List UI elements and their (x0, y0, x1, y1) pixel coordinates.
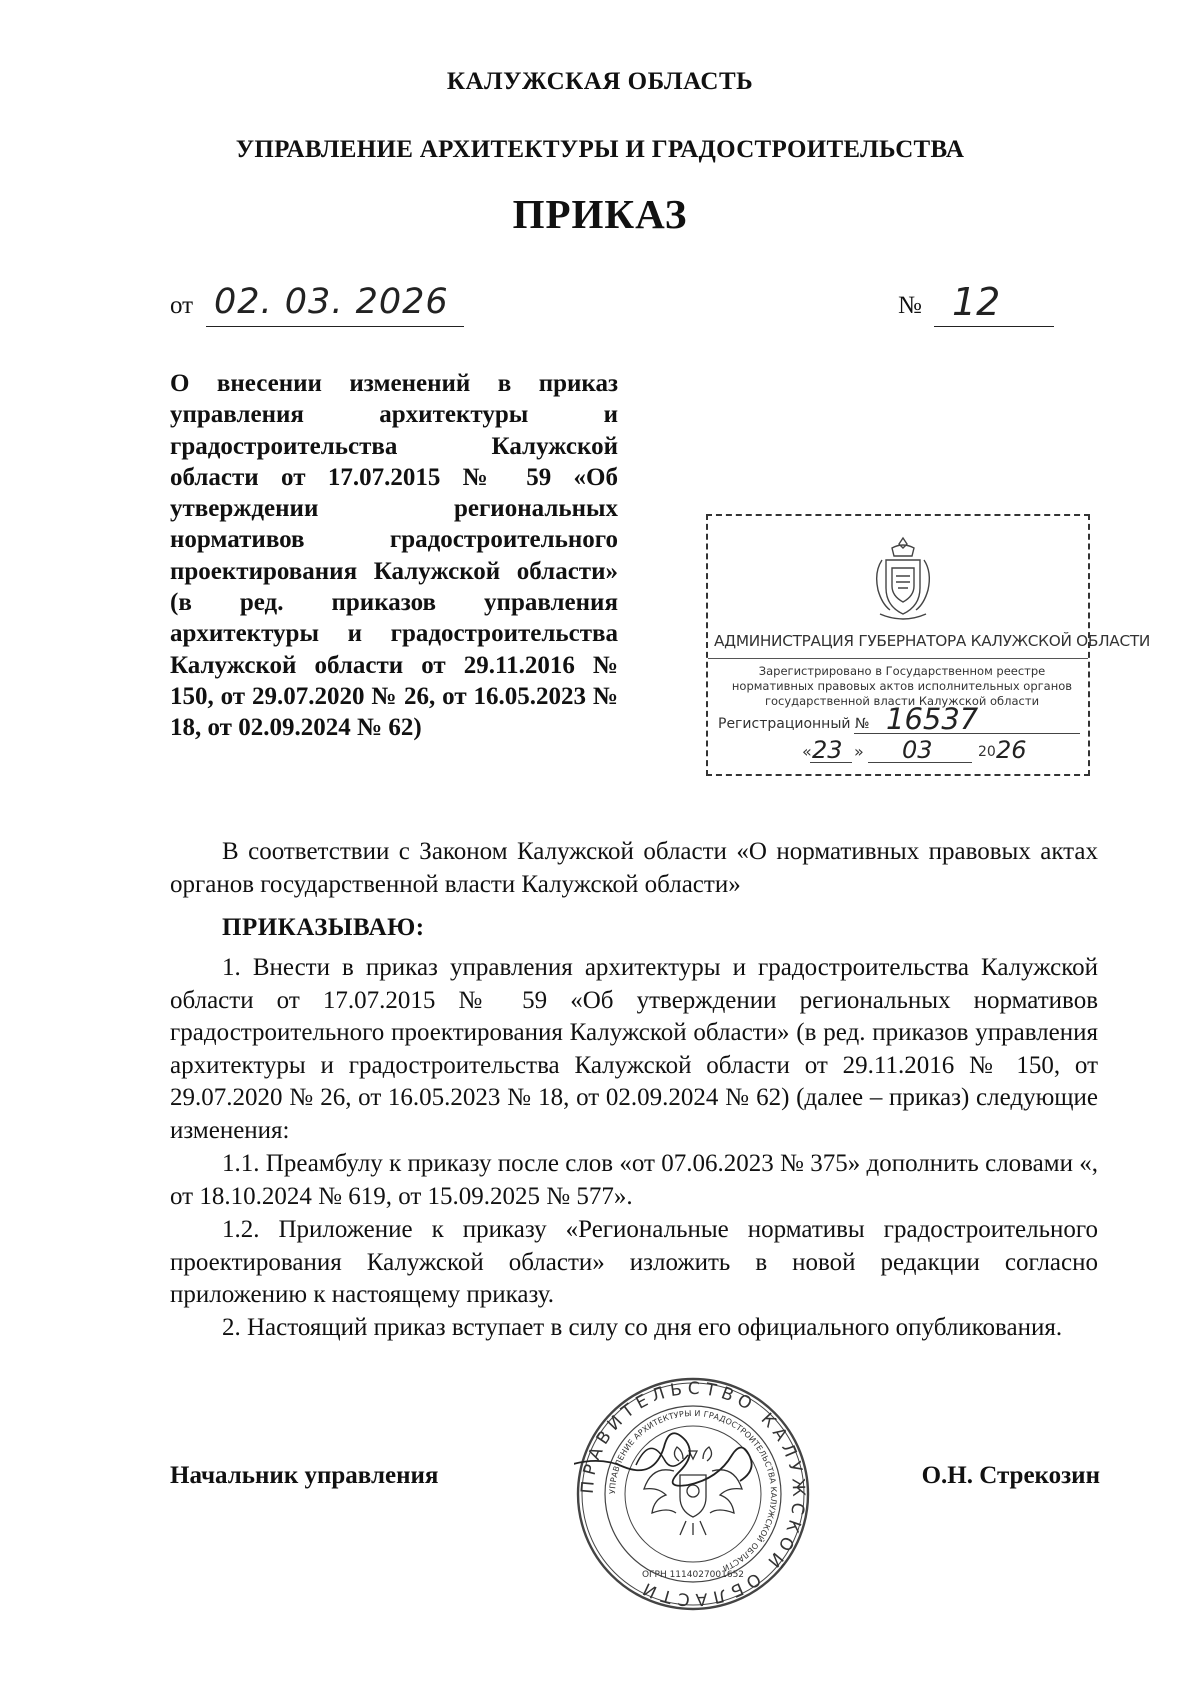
document-type-heading: ПРИКАЗ (512, 191, 688, 237)
stamp-date-day: 23 (812, 736, 843, 764)
signatory-name: О.Н. Стрекозин (921, 1462, 1100, 1489)
region-heading: КАЛУЖСКАЯ ОБЛАСТЬ (446, 68, 754, 95)
order-title: О внесении изменений в приказ управления архитектуры и градостроительства Калужской области от 17.07.2015 № 59 «Об утверждении региональных нормативов градостроительного проектирования Калужской области» (в ред. приказов управления архитектуры и градостроительства Калужской области от 29.11.2016 № 150, от 29.07.2020 № 26, от 16.05.2023 № 18, от 02.09.2024 № 62) (170, 370, 618, 742)
seal-ogrn-text: ОГРН 1114027001652 (641, 1570, 745, 1580)
stamp-registration-text: Зарегистрировано в Государственном реестре нормативных правовых актов исполнительных органов государственной власти Калужской области (731, 664, 1073, 708)
stamp-authority-title: АДМИНИСТРАЦИЯ ГУБЕРНАТОРА КАЛУЖСКОЙ ОБЛАСТИ (714, 632, 1151, 650)
paragraph-1-2: 1.2. Приложение к приказу «Региональные нормативы градостроительного проектирования Калужской области» изложить в новой редакции согласно приложению к настоящему приказу. (170, 1216, 1098, 1309)
number-prefix: № (898, 292, 922, 319)
seal-inner-text: УПРАВЛЕНИЕ АРХИТЕКТУРЫ И ГРАДОСТРОИТЕЛЬСТВА КАЛУЖСКОЙ ОБЛАСТИ (607, 1408, 779, 1573)
stamp-date-year-prefix: 20 (978, 744, 996, 760)
stamp-date-year-suffix: 26 (996, 736, 1027, 764)
svg-text:УПРАВЛЕНИЕ АРХИТЕКТУРЫ И ГРАДО (608, 1409, 778, 1573)
date-value: 02. 03. 2026 (214, 282, 449, 322)
preamble-paragraph: В соответствии с Законом Калужской области «О нормативных правовых актах органов государственной власти Калужской области» (170, 838, 1098, 898)
paragraph-1: 1. Внести в приказ управления архитектуры и градостроительства Калужской области от 17.07.2015 № 59 «Об утверждении региональных нормативов градостроительного проектирования Калужской области» (в ред. приказов управления архитектуры и градостроительства Калужской области от 29.11.2016 № 150, от 29.07.2020 № 26, от 16.05.2023 № 18, от 02.09.2024 № 62) (далее – приказ) следующие изменения: (170, 954, 1098, 1144)
stamp-date-quote-close: » (854, 742, 864, 761)
paragraph-2: 2. Настоящий приказ вступает в силу со дня его официального опубликования. (222, 1314, 1063, 1341)
seal-outer-text: ПРАВИТЕЛЬСТВО КАЛУЖСКОЙ ОБЛАСТИ (577, 1378, 809, 1610)
stamp-day-underline (810, 762, 852, 763)
number-underline (934, 326, 1054, 327)
number-value: 12 (952, 280, 1001, 324)
stamp-date-month: 03 (902, 736, 933, 764)
stamp-date-quote: « (802, 742, 812, 761)
signatory-position: Начальник управления (170, 1462, 439, 1489)
stamp-month-underline (868, 762, 972, 763)
date-prefix: от (170, 292, 194, 319)
coat-of-arms-icon (870, 534, 936, 626)
official-seal-icon (574, 1375, 812, 1613)
registration-stamp (706, 514, 1151, 776)
stamp-reg-number: 16537 (886, 702, 979, 736)
stamp-reg-label: Регистрационный № (718, 716, 870, 732)
paragraph-1-1: 1.1. Преамбулу к приказу после слов «от 07.06.2023 № 375» дополнить словами «, от 18.10.2024 № 619, от 15.09.2025 № 577». (170, 1150, 1098, 1210)
stamp-divider (708, 658, 1088, 659)
date-underline (206, 326, 464, 327)
order-word: ПРИКАЗЫВАЮ: (222, 914, 425, 941)
department-heading: УПРАВЛЕНИЕ АРХИТЕКТУРЫ И ГРАДОСТРОИТЕЛЬСТВА (235, 136, 965, 163)
